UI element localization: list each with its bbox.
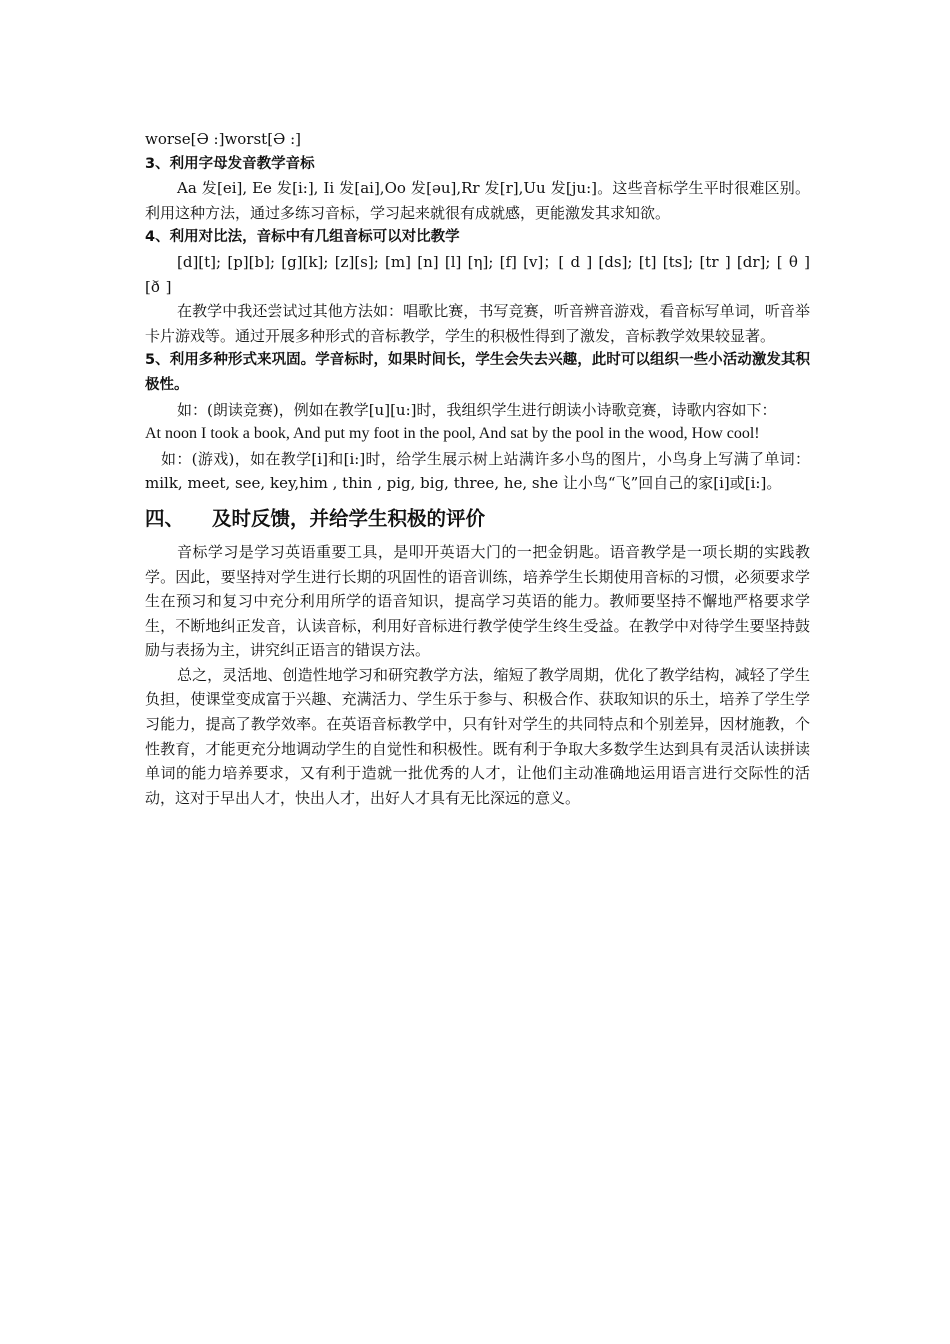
paragraph-feedback: 音标学习是学习英语重要工具，是叩开英语大门的一把金钥匙。语音教学是一项长期的实践教学。因此，要坚持对学生进行长期的巩固性的语音训练，培养学生长期使用音标的习惯，必须要求学生在预习和复习中充分利用所学的语音知识，提高学习英语的能力。教师要坚持不懈地严格要求学生，不断地纠正发音，认读音标，利用好音标进行教学使学生终生受益。在教学中对待学生要坚持鼓励与表扬为主，讲究纠正语言的错误方法。 — [145, 542, 810, 660]
paragraph-game: 如：(游戏)，如在教学[i]和[i:]时，给学生展示树上站满许多小鸟的图片，小鸟身上写满了单词：milk, meet, see, key,him , thin , pig, big, three, he, she 让小鸟“飞”回自己的家[i]或[i:]。 — [145, 449, 810, 493]
heading-point-5: 5、利用多种形式来巩固。学音标时，如果时间长，学生会失去兴趣，此时可以组织一些小活动激发其积极性。 — [145, 352, 810, 393]
paragraph-poem: At noon I took a book, And put my foot in the pool, And sat by the pool in the wood, How cool! — [145, 425, 760, 443]
section-heading-4 — [145, 504, 810, 534]
paragraph-contrast-pairs: [d][t]; [p][b]; [g][k]; [z][s]; [m] [n] [l] [η]; [f] [v]；[ d ] [ds]; [t] [ts]; [tr ] [dr]; [ θ ] [ð ] — [145, 252, 810, 296]
paragraph-letter-sounds: Aa 发[ei], Ee 发[i:], Ii 发[ai],Oo 发[əu],Rr 发[r],Uu 发[ju:]。这些音标学生平时很难区别。利用这种方法，通过多练习音标，学习起来就很有成就感，更能激发其求知欲。 — [145, 179, 810, 222]
heading-point-3: 3、利用字母发音教学音标 — [145, 155, 315, 172]
paragraph-summary: 总之，灵活地、创造性地学习和研究教学方法，缩短了教学周期，优化了教学结构，减轻了学生负担，使课堂变成富于兴趣、充满活力、学生乐于参与、积极合作、获取知识的乐土，培养了学生学习能力，提高了教学效率。在英语音标教学中，只有针对学生的共同特点和个别差异，因材施教，个性教育，才能更充分地调动学生的自觉性和积极性。既有利于争取大多数学生达到具有灵活认读拼读单词的能力培养要求，又有利于造就一批优秀的人才，让他们主动准确地运用语言进行交际性的活动，这对于早出人才，快出人才，出好人才具有无比深远的意义。 — [145, 665, 810, 807]
paragraph-poem-intro: 如：(朗读竞赛)，例如在教学[u][u:]时，我组织学生进行朗读小诗歌竞赛，诗歌内容如下： — [177, 400, 777, 419]
document-page — [145, 127, 810, 810]
section-title: 及时反馈，并给学生积极的评价 — [212, 506, 486, 530]
heading-point-4: 4、利用对比法，音标中有几组音标可以对比教学 — [145, 229, 460, 246]
paragraph-other-methods: 在教学中我还尝试过其他方法如：唱歌比赛，书写竞赛，听音辨音游戏，看音标写单词，听音举卡片游戏等。通过开展多种形式的音标教学，学生的积极性得到了激发，音标教学效果较显著。 — [145, 302, 810, 345]
section-number: 四、 — [145, 506, 185, 530]
ipa-line-worse: worse[Ә :]worst[Ә :] — [145, 130, 302, 148]
